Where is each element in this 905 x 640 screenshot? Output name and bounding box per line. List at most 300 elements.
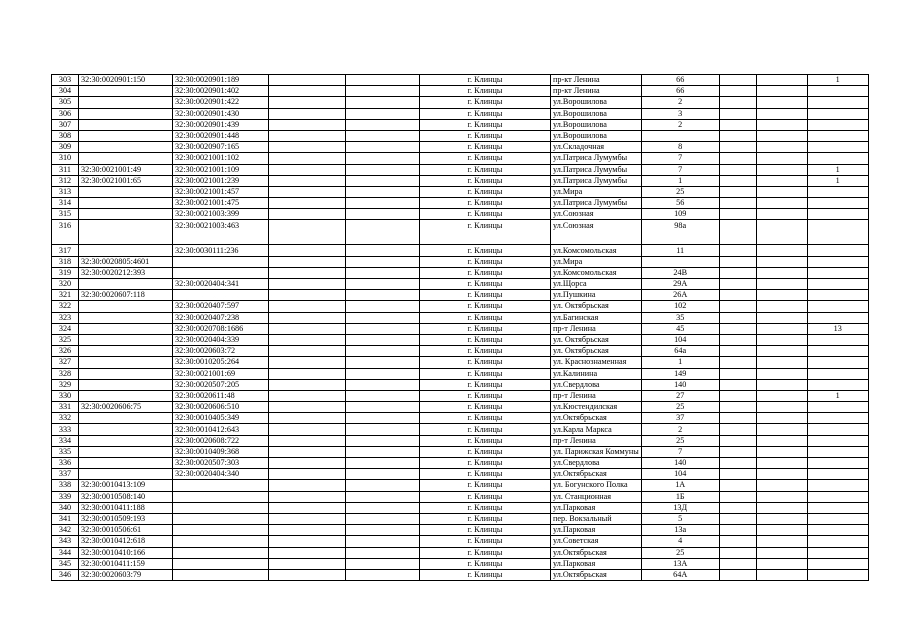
cadastral-object-cell: 32:30:0020407:597	[173, 301, 269, 312]
city-cell: г. Клинцы	[420, 323, 551, 334]
empty-cell	[346, 312, 420, 323]
empty-cell	[269, 256, 346, 267]
apartment-cell	[807, 130, 868, 141]
apartment-cell	[807, 379, 868, 390]
empty-cell	[756, 424, 807, 435]
row-number-cell: 318	[52, 256, 79, 267]
row-number-cell: 331	[52, 402, 79, 413]
empty-cell	[346, 301, 420, 312]
cadastral-number-cell	[79, 142, 173, 153]
cadastral-object-cell: 32:30:0020901:448	[173, 130, 269, 141]
table-row	[52, 119, 869, 130]
empty-cell	[756, 334, 807, 345]
house-number-cell: 45	[641, 323, 719, 334]
cadastral-object-cell: 32:30:0010405:349	[173, 413, 269, 424]
row-number-cell: 328	[52, 368, 79, 379]
house-number-cell	[641, 256, 719, 267]
cadastral-object-cell: 32:30:0020901:439	[173, 119, 269, 130]
empty-cell	[756, 312, 807, 323]
empty-cell	[346, 435, 420, 446]
empty-cell	[756, 220, 807, 245]
city-cell: г. Клинцы	[420, 346, 551, 357]
house-number-cell: 140	[641, 379, 719, 390]
table-row	[52, 413, 869, 424]
empty-cell	[719, 312, 756, 323]
cadastral-object-cell: 32:30:0021003:399	[173, 209, 269, 220]
row-number-cell: 333	[52, 424, 79, 435]
empty-cell	[346, 323, 420, 334]
table-row	[52, 402, 869, 413]
street-cell: ул.Союзная	[551, 209, 642, 220]
empty-cell	[346, 357, 420, 368]
empty-cell	[756, 469, 807, 480]
street-cell: ул. Станционная	[551, 491, 642, 502]
house-number-cell: 3	[641, 108, 719, 119]
address-register-table	[51, 74, 869, 581]
city-cell: г. Клинцы	[420, 513, 551, 524]
street-cell: ул. Краснознаменная	[551, 357, 642, 368]
city-cell: г. Клинцы	[420, 279, 551, 290]
row-number-cell: 335	[52, 446, 79, 457]
empty-cell	[346, 491, 420, 502]
cadastral-object-cell: 32:30:0010409:368	[173, 446, 269, 457]
empty-cell	[346, 547, 420, 558]
empty-cell	[346, 245, 420, 256]
row-number-cell: 303	[52, 75, 79, 86]
apartment-cell	[807, 279, 868, 290]
street-cell: ул.Октябрьская	[551, 569, 642, 580]
street-cell: ул.Карла Маркса	[551, 424, 642, 435]
street-cell: ул. Октябрьская	[551, 334, 642, 345]
street-cell: ул.Свердлова	[551, 458, 642, 469]
street-cell: ул. Парижская Коммуны	[551, 446, 642, 457]
table-row	[52, 469, 869, 480]
cadastral-object-cell: 32:30:0021003:463	[173, 220, 269, 245]
cadastral-object-cell	[173, 547, 269, 558]
cadastral-object-cell	[173, 502, 269, 513]
row-number-cell: 304	[52, 86, 79, 97]
empty-cell	[719, 525, 756, 536]
table-row	[52, 323, 869, 334]
cadastral-number-cell	[79, 97, 173, 108]
empty-cell	[346, 108, 420, 119]
apartment-cell	[807, 558, 868, 569]
row-number-cell: 346	[52, 569, 79, 580]
empty-cell	[756, 153, 807, 164]
empty-cell	[346, 153, 420, 164]
empty-cell	[346, 446, 420, 457]
empty-cell	[269, 220, 346, 245]
city-cell: г. Клинцы	[420, 491, 551, 502]
empty-cell	[269, 424, 346, 435]
cadastral-object-cell: 32:30:0020404:340	[173, 469, 269, 480]
cadastral-object-cell: 32:30:0021001:69	[173, 368, 269, 379]
street-cell: ул.Ворошилова	[551, 97, 642, 108]
cadastral-object-cell: 32:30:0021001:109	[173, 164, 269, 175]
apartment-cell: 1	[807, 164, 868, 175]
row-number-cell: 322	[52, 301, 79, 312]
table-row	[52, 357, 869, 368]
cadastral-number-cell: 32:30:0010508:140	[79, 491, 173, 502]
empty-cell	[269, 301, 346, 312]
city-cell: г. Клинцы	[420, 175, 551, 186]
cadastral-number-cell	[79, 323, 173, 334]
table-row	[52, 220, 869, 245]
empty-cell	[756, 279, 807, 290]
empty-cell	[269, 469, 346, 480]
cadastral-object-cell	[173, 267, 269, 278]
row-number-cell: 316	[52, 220, 79, 245]
apartment-cell	[807, 301, 868, 312]
empty-cell	[346, 130, 420, 141]
cadastral-number-cell	[79, 435, 173, 446]
apartment-cell	[807, 86, 868, 97]
house-number-cell: 7	[641, 153, 719, 164]
empty-cell	[269, 108, 346, 119]
city-cell: г. Клинцы	[420, 334, 551, 345]
empty-cell	[269, 312, 346, 323]
city-cell: г. Клинцы	[420, 435, 551, 446]
cadastral-object-cell	[173, 536, 269, 547]
empty-cell	[756, 379, 807, 390]
empty-cell	[756, 97, 807, 108]
empty-cell	[269, 502, 346, 513]
empty-cell	[756, 267, 807, 278]
house-number-cell: 25	[641, 402, 719, 413]
cadastral-object-cell: 32:30:0020404:339	[173, 334, 269, 345]
empty-cell	[756, 245, 807, 256]
empty-cell	[719, 547, 756, 558]
row-number-cell: 343	[52, 536, 79, 547]
empty-cell	[719, 379, 756, 390]
empty-cell	[756, 186, 807, 197]
empty-cell	[269, 323, 346, 334]
apartment-cell	[807, 525, 868, 536]
empty-cell	[346, 569, 420, 580]
table-row	[52, 108, 869, 119]
table-row	[52, 130, 869, 141]
house-number-cell: 2	[641, 97, 719, 108]
cadastral-object-cell: 32:30:0020708:1686	[173, 323, 269, 334]
empty-cell	[269, 357, 346, 368]
house-number-cell: 1	[641, 357, 719, 368]
house-number-cell: 1Б	[641, 491, 719, 502]
empty-cell	[269, 75, 346, 86]
apartment-cell	[807, 547, 868, 558]
table-row	[52, 525, 869, 536]
empty-cell	[719, 446, 756, 457]
empty-cell	[719, 469, 756, 480]
empty-cell	[756, 480, 807, 491]
empty-cell	[269, 130, 346, 141]
house-number-cell: 11	[641, 245, 719, 256]
cadastral-number-cell	[79, 119, 173, 130]
apartment-cell	[807, 290, 868, 301]
house-number-cell: 1	[641, 175, 719, 186]
row-number-cell: 305	[52, 97, 79, 108]
empty-cell	[756, 198, 807, 209]
street-cell: ул.Патриса Лумумбы	[551, 153, 642, 164]
table-row	[52, 334, 869, 345]
empty-cell	[269, 290, 346, 301]
apartment-cell: 13	[807, 323, 868, 334]
empty-cell	[269, 142, 346, 153]
row-number-cell: 339	[52, 491, 79, 502]
table-row	[52, 513, 869, 524]
row-number-cell: 342	[52, 525, 79, 536]
empty-cell	[756, 323, 807, 334]
table-row	[52, 153, 869, 164]
street-cell: ул.Парковая	[551, 502, 642, 513]
empty-cell	[269, 390, 346, 401]
empty-cell	[719, 368, 756, 379]
apartment-cell	[807, 97, 868, 108]
city-cell: г. Клинцы	[420, 547, 551, 558]
row-number-cell: 308	[52, 130, 79, 141]
street-cell: ул.Комсомольская	[551, 267, 642, 278]
empty-cell	[346, 390, 420, 401]
empty-cell	[269, 536, 346, 547]
house-number-cell: 4	[641, 536, 719, 547]
empty-cell	[346, 186, 420, 197]
city-cell: г. Клинцы	[420, 256, 551, 267]
street-cell: ул.Союзная	[551, 220, 642, 245]
apartment-cell	[807, 502, 868, 513]
apartment-cell	[807, 402, 868, 413]
street-cell: пр-т Ленина	[551, 323, 642, 334]
cadastral-object-cell	[173, 513, 269, 524]
cadastral-number-cell	[79, 368, 173, 379]
empty-cell	[719, 513, 756, 524]
apartment-cell	[807, 536, 868, 547]
row-number-cell: 327	[52, 357, 79, 368]
house-number-cell: 104	[641, 334, 719, 345]
empty-cell	[756, 142, 807, 153]
house-number-cell: 25	[641, 547, 719, 558]
row-number-cell: 340	[52, 502, 79, 513]
apartment-cell	[807, 424, 868, 435]
apartment-cell	[807, 368, 868, 379]
row-number-cell: 314	[52, 198, 79, 209]
table-row	[52, 279, 869, 290]
city-cell: г. Клинцы	[420, 390, 551, 401]
row-number-cell: 330	[52, 390, 79, 401]
cadastral-number-cell	[79, 198, 173, 209]
cadastral-number-cell: 32:30:0021001:65	[79, 175, 173, 186]
table-row	[52, 267, 869, 278]
empty-cell	[269, 513, 346, 524]
city-cell: г. Клинцы	[420, 198, 551, 209]
street-cell: ул.Ворошилова	[551, 130, 642, 141]
house-number-cell: 140	[641, 458, 719, 469]
empty-cell	[756, 390, 807, 401]
street-cell: ул.Мира	[551, 186, 642, 197]
row-number-cell: 312	[52, 175, 79, 186]
row-number-cell: 315	[52, 209, 79, 220]
street-cell: ул.Патриса Лумумбы	[551, 164, 642, 175]
empty-cell	[719, 413, 756, 424]
table-row	[52, 175, 869, 186]
empty-cell	[756, 502, 807, 513]
empty-cell	[719, 491, 756, 502]
empty-cell	[346, 480, 420, 491]
table-row	[52, 491, 869, 502]
empty-cell	[346, 220, 420, 245]
empty-cell	[346, 279, 420, 290]
apartment-cell	[807, 446, 868, 457]
empty-cell	[719, 97, 756, 108]
empty-cell	[269, 491, 346, 502]
empty-cell	[269, 267, 346, 278]
apartment-cell	[807, 346, 868, 357]
empty-cell	[269, 198, 346, 209]
empty-cell	[719, 153, 756, 164]
empty-cell	[719, 86, 756, 97]
empty-cell	[756, 256, 807, 267]
row-number-cell: 325	[52, 334, 79, 345]
street-cell: ул. Октябрьская	[551, 346, 642, 357]
house-number-cell: 13а	[641, 525, 719, 536]
empty-cell	[269, 153, 346, 164]
cadastral-number-cell	[79, 390, 173, 401]
house-number-cell: 102	[641, 301, 719, 312]
city-cell: г. Клинцы	[420, 108, 551, 119]
apartment-cell	[807, 458, 868, 469]
row-number-cell: 334	[52, 435, 79, 446]
table-row	[52, 164, 869, 175]
apartment-cell	[807, 142, 868, 153]
street-cell: ул.Кюстендилская	[551, 402, 642, 413]
city-cell: г. Клинцы	[420, 245, 551, 256]
empty-cell	[719, 130, 756, 141]
city-cell: г. Клинцы	[420, 164, 551, 175]
empty-cell	[719, 390, 756, 401]
cadastral-number-cell	[79, 108, 173, 119]
city-cell: г. Клинцы	[420, 97, 551, 108]
empty-cell	[719, 357, 756, 368]
cadastral-number-cell	[79, 424, 173, 435]
house-number-cell: 13Д	[641, 502, 719, 513]
row-number-cell: 337	[52, 469, 79, 480]
cadastral-object-cell	[173, 480, 269, 491]
row-number-cell: 344	[52, 547, 79, 558]
city-cell: г. Клинцы	[420, 368, 551, 379]
row-number-cell: 324	[52, 323, 79, 334]
empty-cell	[719, 220, 756, 245]
row-number-cell: 332	[52, 413, 79, 424]
table-row	[52, 290, 869, 301]
house-number-cell: 109	[641, 209, 719, 220]
cadastral-number-cell: 32:30:0010412:618	[79, 536, 173, 547]
city-cell: г. Клинцы	[420, 357, 551, 368]
table-row	[52, 446, 869, 457]
row-number-cell: 310	[52, 153, 79, 164]
empty-cell	[719, 323, 756, 334]
city-cell: г. Клинцы	[420, 469, 551, 480]
empty-cell	[756, 413, 807, 424]
empty-cell	[719, 346, 756, 357]
empty-cell	[719, 536, 756, 547]
cadastral-object-cell: 32:30:0020404:341	[173, 279, 269, 290]
empty-cell	[346, 334, 420, 345]
cadastral-number-cell	[79, 379, 173, 390]
street-cell: пр-т Ленина	[551, 390, 642, 401]
table-row	[52, 312, 869, 323]
empty-cell	[756, 368, 807, 379]
house-number-cell: 13А	[641, 558, 719, 569]
empty-cell	[756, 446, 807, 457]
empty-cell	[756, 346, 807, 357]
empty-cell	[346, 75, 420, 86]
empty-cell	[756, 75, 807, 86]
cadastral-object-cell: 32:30:0010205:264	[173, 357, 269, 368]
house-number-cell: 104	[641, 469, 719, 480]
empty-cell	[269, 334, 346, 345]
table-row	[52, 569, 869, 580]
apartment-cell	[807, 198, 868, 209]
empty-cell	[719, 142, 756, 153]
row-number-cell: 341	[52, 513, 79, 524]
empty-cell	[756, 558, 807, 569]
street-cell: ул.Ворошилова	[551, 108, 642, 119]
apartment-cell	[807, 469, 868, 480]
empty-cell	[756, 86, 807, 97]
empty-cell	[269, 402, 346, 413]
cadastral-number-cell: 32:30:0010411:159	[79, 558, 173, 569]
empty-cell	[346, 558, 420, 569]
row-number-cell: 320	[52, 279, 79, 290]
house-number-cell: 8	[641, 142, 719, 153]
house-number-cell: 2	[641, 424, 719, 435]
city-cell: г. Клинцы	[420, 558, 551, 569]
house-number-cell: 26А	[641, 290, 719, 301]
empty-cell	[346, 198, 420, 209]
empty-cell	[346, 97, 420, 108]
empty-cell	[719, 334, 756, 345]
city-cell: г. Клинцы	[420, 312, 551, 323]
street-cell: пр-т Ленина	[551, 435, 642, 446]
row-number-cell: 307	[52, 119, 79, 130]
empty-cell	[346, 536, 420, 547]
table-row	[52, 209, 869, 220]
apartment-cell	[807, 491, 868, 502]
empty-cell	[719, 290, 756, 301]
empty-cell	[719, 569, 756, 580]
empty-cell	[269, 525, 346, 536]
cadastral-number-cell: 32:30:0020901:150	[79, 75, 173, 86]
city-cell: г. Клинцы	[420, 480, 551, 491]
empty-cell	[756, 458, 807, 469]
cadastral-object-cell	[173, 569, 269, 580]
house-number-cell: 24В	[641, 267, 719, 278]
empty-cell	[719, 558, 756, 569]
cadastral-number-cell	[79, 279, 173, 290]
cadastral-object-cell: 32:30:0020606:510	[173, 402, 269, 413]
apartment-cell: 1	[807, 75, 868, 86]
cadastral-number-cell	[79, 446, 173, 457]
street-cell: ул.Складочная	[551, 142, 642, 153]
street-cell: ул. Октябрьская	[551, 301, 642, 312]
row-number-cell: 329	[52, 379, 79, 390]
cadastral-object-cell: 32:30:0021001:102	[173, 153, 269, 164]
cadastral-number-cell: 32:30:0010410:166	[79, 547, 173, 558]
empty-cell	[346, 164, 420, 175]
apartment-cell	[807, 413, 868, 424]
apartment-cell	[807, 312, 868, 323]
city-cell: г. Клинцы	[420, 75, 551, 86]
house-number-cell: 7	[641, 446, 719, 457]
apartment-cell	[807, 209, 868, 220]
